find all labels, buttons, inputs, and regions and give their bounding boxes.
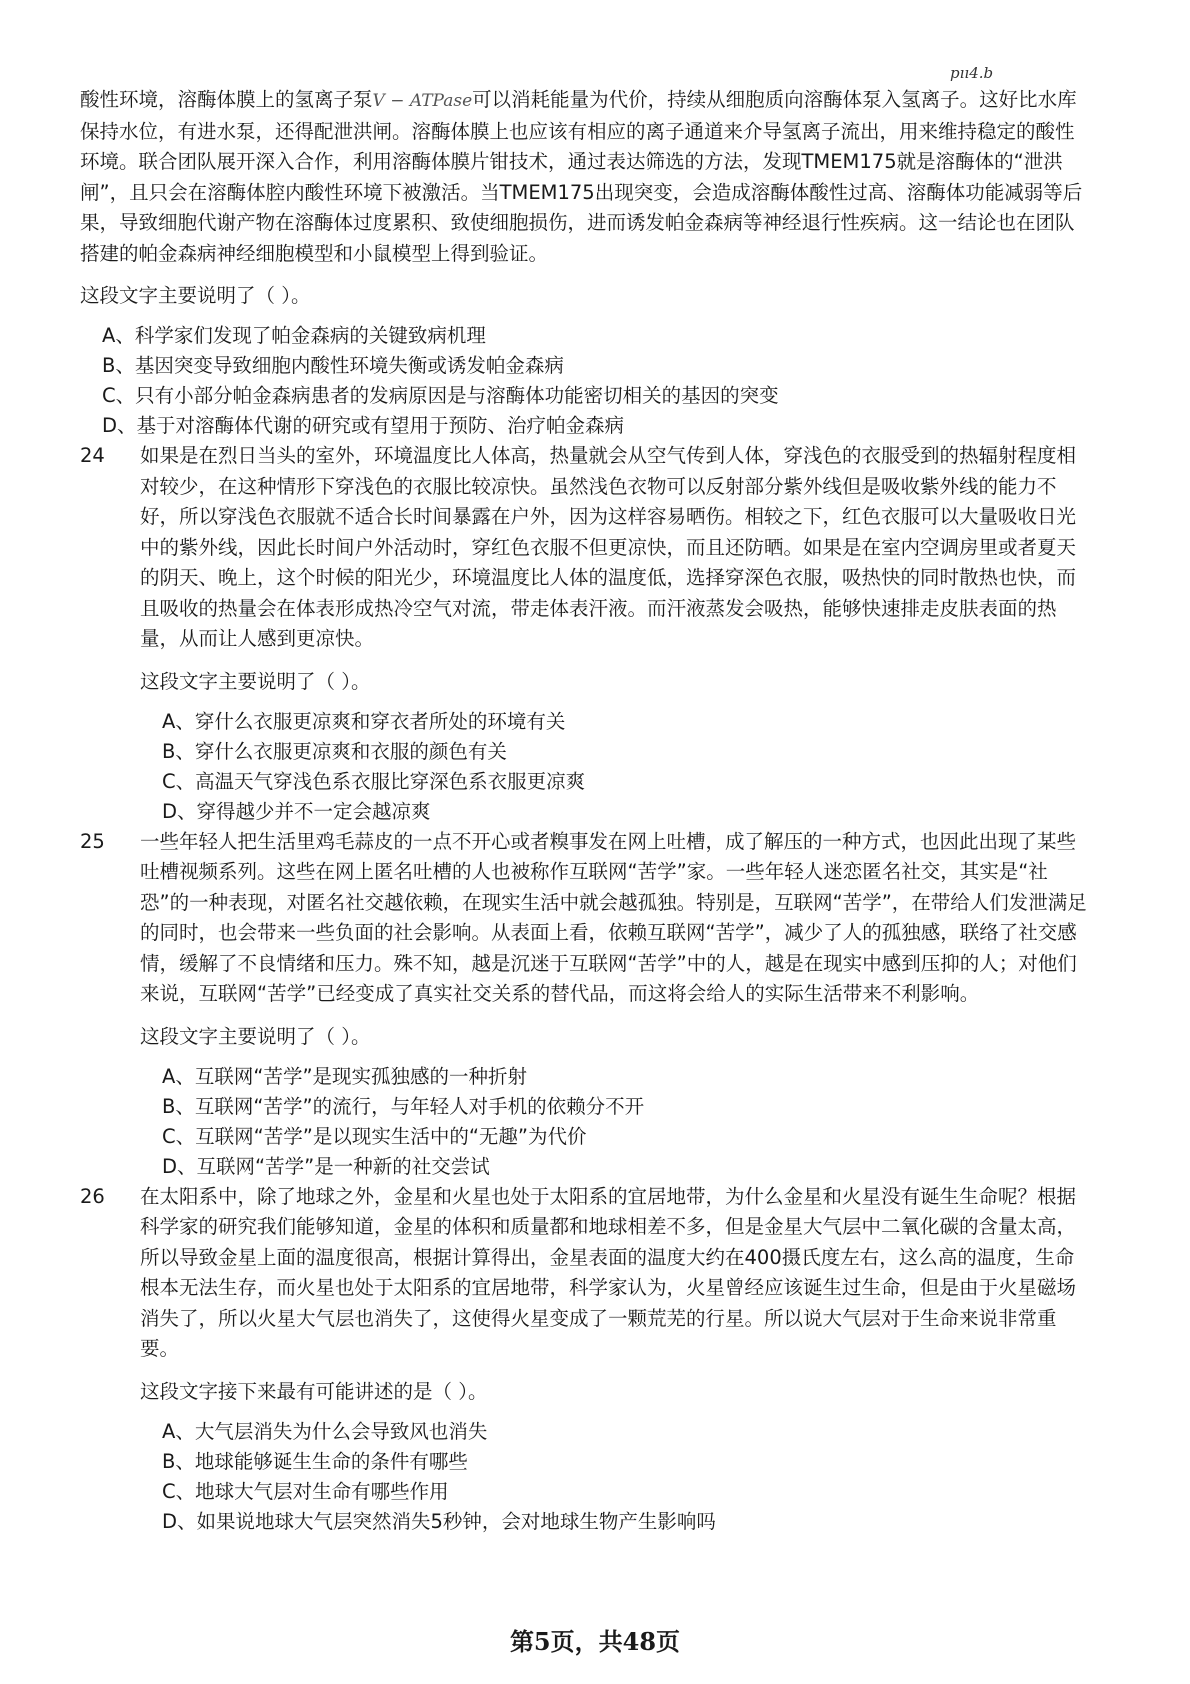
option-d[interactable]: D、穿得越少并不一定会越凉爽 <box>162 799 431 823</box>
question-25 <box>80 827 1090 1182</box>
question-23-continuation <box>80 85 1090 441</box>
document-body <box>80 85 1090 1537</box>
options-list <box>80 321 1090 441</box>
question-number: 25 <box>80 829 105 853</box>
option-d[interactable]: D、如果说地球大气层突然消失5秒钟，会对地球生物产生影响吗 <box>162 1509 716 1533</box>
question-prompt: 这段文字主要说明了（ ）。 <box>140 1024 371 1048</box>
question-text: 在太阳系中，除了地球之外，金星和火星也处于太阳系的宜居地带，为什么金星和火星没有诞生生命呢？根据科学家的研究我们能够知道，金星的体积和质量都和地球相差不多，但是金星大气层中二氧化碳的含量太高，所以导致金星上面的温度很高，根据计算得出，金星表面的温度大约在400摄氏度左右，这么高的温度，生命根本无法生存，而火星也处于太阳系的宜居地带，科学家认为，火星曾经应该诞生过生命，但是由于火星磁场消失了，所以火星大气层也消失了，这使得火星变成了一颗荒芜的行星。所以说大气层对于生命来说非常重要。 <box>140 1184 1077 1360</box>
options-list <box>140 1417 1090 1537</box>
passage-text-part2: 可以消耗能量为代价，持续从细胞质向溶酶体泵入氢离子。这好比水库保持水位，有进水泵，还得配泄洪闸。溶酶体膜上也应该有相应的离子通道来介导氢离子流出，用来维持稳定的酸性环境。联合团队展开深入合作，利用溶酶体膜片钳技术，通过表达筛选的方法，发现TMEM175就是溶酶体的“泄洪闸”，且只会在溶酶体腔内酸性环境下被激活。当TMEM175出现突变，会造成溶酶体酸性过高、溶酶体功能减弱等后果，导致细胞代谢产物在溶酶体过度累积、致使细胞损伤，进而诱发帕金森病等神经退行性疾病。这一结论也在团队搭建的帕金森病神经细胞模型和小鼠模型上得到验证。 <box>80 88 1083 265</box>
option-d[interactable]: D、互联网“苦学”是一种新的社交尝试 <box>162 1154 490 1178</box>
option-a[interactable]: A、穿什么衣服更凉爽和穿衣者所处的环境有关 <box>162 709 566 733</box>
option-c[interactable]: C、只有小部分帕金森病患者的发病原因是与溶酶体功能密切相关的基因的突变 <box>102 384 779 407</box>
option-b[interactable]: B、地球能够诞生生命的条件有哪些 <box>162 1449 468 1473</box>
question-number: 26 <box>80 1184 105 1208</box>
options-list <box>140 1062 1090 1182</box>
option-a[interactable]: A、大气层消失为什么会导致风也消失 <box>162 1419 488 1443</box>
passage-text-part1: 酸性环境，溶酶体膜上的氢离子泵 <box>80 88 373 111</box>
option-d[interactable]: D、基于对溶酶体代谢的研究或有望用于预防、治疗帕金森病 <box>102 414 625 437</box>
option-b[interactable]: B、基因突变导致细胞内酸性环境失衡或诱发帕金森病 <box>102 354 564 377</box>
question-text: 一些年轻人把生活里鸡毛蒜皮的一点不开心或者糗事发在网上吐槽，成了解压的一种方式，也因此出现了某些吐槽视频系列。这些在网上匿名吐槽的人也被称作互联网“苦学”家。一些年轻人迷恋匿名社交，其实是“社恐”的一种表现，对匿名社交越依赖，在现实生活中就会越孤独。特别是，互联网“苦学”，在带给人们发泄满足的同时，也会带来一些负面的社会影响。从表面上看，依赖互联网“苦学”，减少了人的孤独感，联络了社交感情，缓解了不良情绪和压力。殊不知，越是沉迷于互联网“苦学”中的人，越是在现实中感到压抑的人；对他们来说，互联网“苦学”已经变成了真实社交关系的替代品，而这将会给人的实际生活带来不利影响。 <box>140 829 1087 1005</box>
option-c[interactable]: C、地球大气层对生命有哪些作用 <box>162 1479 449 1503</box>
question-prompt: 这段文字接下来最有可能讲述的是（ ）。 <box>140 1379 488 1403</box>
options-list <box>140 707 1090 827</box>
passage-text <box>80 85 1090 269</box>
page-header-mark: pıı4.b <box>950 64 994 82</box>
option-c[interactable]: C、互联网“苦学”是以现实生活中的“无趣”为代价 <box>162 1124 587 1148</box>
page-number-footer: 第5页，共48页 <box>509 1627 681 1656</box>
question-prompt: 这段文字主要说明了（ ）。 <box>140 669 371 693</box>
option-b[interactable]: B、穿什么衣服更凉爽和衣服的颜色有关 <box>162 739 507 763</box>
question-prompt: 这段文字主要说明了（ ）。 <box>80 284 311 307</box>
math-expression: V − ATPase <box>372 91 473 111</box>
option-a[interactable]: A、互联网“苦学”是现实孤独感的一种折射 <box>162 1064 528 1088</box>
question-number: 24 <box>80 444 105 467</box>
question-text: 如果是在烈日当头的室外，环境温度比人体高，热量就会从空气传到人体，穿浅色的衣服受到的热辐射程度相对较少，在这种情形下穿浅色的衣服比较凉快。虽然浅色衣物可以反射部分紫外线但是吸收紫外线的能力不好，所以穿浅色衣服就不适合长时间暴露在户外，因为这样容易晒伤。相较之下，红色衣服可以大量吸收日光中的紫外线，因此长时间户外活动时，穿红色衣服不但更凉快，而且还防晒。如果是在室内空调房里或者夏天的阴天、晚上，这个时候的阳光少，环境温度比人体的温度低，选择穿深色衣服，吸热快的同时散热也快，而且吸收的热量会在体表形成热冷空气对流，带走体表汗液。而汗液蒸发会吸热，能够快速排走皮肤表面的热量，从而让人感到更凉快。 <box>140 444 1077 650</box>
question-24 <box>80 441 1090 827</box>
option-b[interactable]: B、互联网“苦学”的流行，与年轻人对手机的依赖分不开 <box>162 1094 645 1118</box>
option-c[interactable]: C、高温天气穿浅色系衣服比穿深色系衣服更凉爽 <box>162 769 586 793</box>
question-26 <box>80 1182 1090 1537</box>
option-a[interactable]: A、科学家们发现了帕金森病的关键致病机理 <box>102 324 486 347</box>
